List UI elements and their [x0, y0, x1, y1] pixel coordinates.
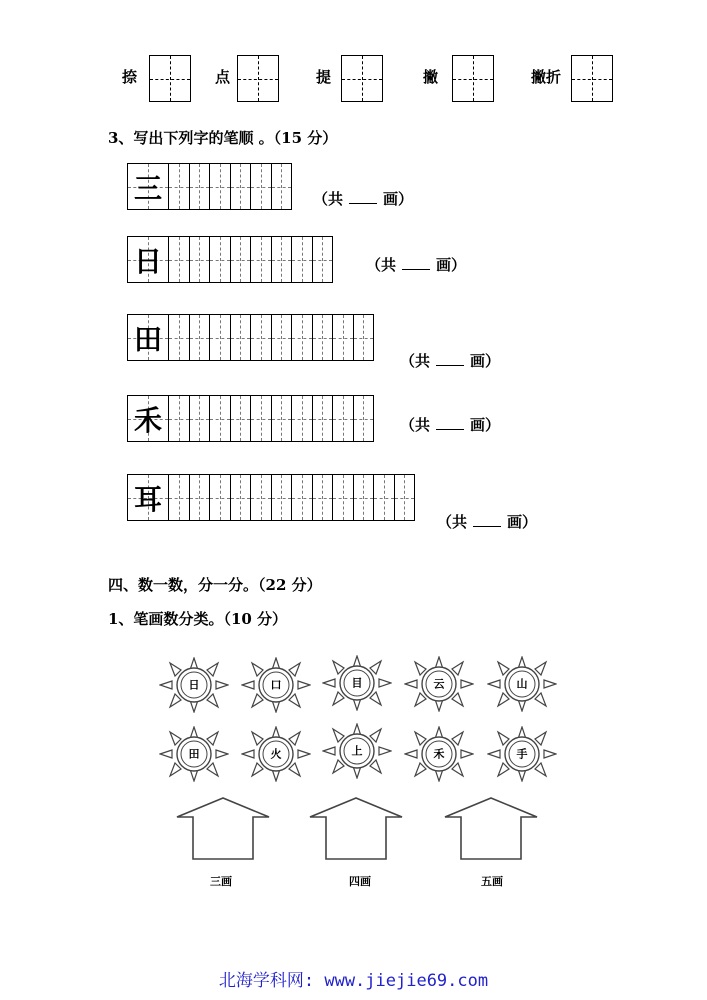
category-label: 三画	[210, 875, 232, 888]
sun-card[interactable]: 目	[322, 655, 392, 711]
stroke-label: 点	[215, 68, 231, 86]
sun-card[interactable]: 田	[159, 726, 229, 782]
arrow-bin-icon[interactable]	[307, 797, 405, 861]
grid-char: 日	[133, 244, 162, 278]
grid-cell[interactable]	[231, 475, 252, 520]
grid-cell[interactable]	[313, 315, 334, 360]
stroke-grid-tian	[127, 314, 374, 361]
grid-cell[interactable]	[251, 315, 272, 360]
grid-cell[interactable]	[169, 396, 190, 441]
grid-cell[interactable]	[251, 396, 272, 441]
footer-link[interactable]: 北海学科网: www.jiejie69.com	[218, 971, 489, 991]
grid-char: 田	[133, 322, 162, 356]
grid-cell[interactable]	[272, 315, 293, 360]
grid-cell[interactable]	[395, 475, 416, 520]
grid-cell[interactable]	[190, 164, 211, 209]
category-label: 四画	[349, 875, 371, 888]
sun-card[interactable]: 云	[404, 656, 474, 712]
sun-card[interactable]: 火	[241, 726, 311, 782]
grid-cell[interactable]	[190, 315, 211, 360]
grid-cell[interactable]	[313, 475, 334, 520]
grid-cell[interactable]	[354, 396, 375, 441]
question-1-title: 1、笔画数分类。（10 分）	[108, 610, 288, 628]
stroke-label: 撇	[423, 68, 439, 86]
writing-box[interactable]	[341, 55, 383, 102]
section-4-title: 四、数一数，分一分。（22 分）	[108, 576, 322, 594]
grid-cell[interactable]	[190, 237, 211, 282]
grid-cell[interactable]	[231, 396, 252, 441]
sun-card[interactable]: 山	[487, 656, 557, 712]
grid-cell[interactable]	[292, 475, 313, 520]
grid-cell[interactable]	[231, 164, 252, 209]
sun-card[interactable]: 禾	[404, 726, 474, 782]
stroke-label: 撇折	[531, 68, 562, 86]
grid-cell[interactable]	[333, 315, 354, 360]
grid-char: 耳	[133, 482, 162, 516]
grid-cell[interactable]	[292, 315, 313, 360]
grid-cell[interactable]	[313, 237, 334, 282]
grid-cell[interactable]	[169, 164, 190, 209]
stroke-count: （共 画）	[400, 416, 501, 434]
grid-cell[interactable]	[272, 475, 293, 520]
grid-cell[interactable]	[231, 315, 252, 360]
grid-cell[interactable]	[190, 396, 211, 441]
stroke-grid-ri	[127, 236, 333, 283]
stroke-grid-er	[127, 474, 415, 521]
stroke-count: （共 画）	[437, 513, 538, 531]
arrow-bin-icon[interactable]	[442, 797, 540, 861]
stroke-count: （共 画）	[366, 256, 467, 274]
grid-cell[interactable]	[292, 237, 313, 282]
grid-cell[interactable]	[169, 475, 190, 520]
sun-card[interactable]: 上	[322, 723, 392, 779]
grid-cell[interactable]	[190, 475, 211, 520]
writing-box[interactable]	[237, 55, 279, 102]
grid-cell[interactable]	[354, 475, 375, 520]
count-blank[interactable]	[402, 257, 430, 270]
count-blank[interactable]	[436, 417, 464, 430]
sun-card[interactable]: 手	[487, 726, 557, 782]
grid-cell[interactable]	[169, 315, 190, 360]
grid-cell[interactable]	[251, 475, 272, 520]
grid-cell[interactable]	[272, 164, 293, 209]
stroke-grid-san	[127, 163, 292, 210]
sun-card[interactable]: 口	[241, 657, 311, 713]
arrow-bin-icon[interactable]	[174, 797, 272, 861]
grid-cell[interactable]	[210, 237, 231, 282]
grid-cell[interactable]	[210, 164, 231, 209]
grid-cell[interactable]	[251, 164, 272, 209]
count-blank[interactable]	[473, 514, 501, 527]
count-blank[interactable]	[436, 353, 464, 366]
section-3-title: 3、写出下列字的笔顺 。（15 分）	[108, 129, 338, 147]
grid-cell[interactable]	[313, 396, 334, 441]
writing-box[interactable]	[452, 55, 494, 102]
stroke-label: 捺	[122, 68, 138, 86]
stroke-label: 提	[316, 68, 332, 86]
grid-cell[interactable]	[292, 396, 313, 441]
stroke-grid-he	[127, 395, 374, 442]
grid-cell[interactable]	[210, 475, 231, 520]
grid-cell[interactable]	[333, 475, 354, 520]
grid-cell[interactable]	[333, 396, 354, 441]
grid-cell[interactable]	[169, 237, 190, 282]
category-label: 五画	[481, 875, 503, 888]
grid-cell[interactable]	[210, 396, 231, 441]
writing-box[interactable]	[149, 55, 191, 102]
grid-cell[interactable]	[354, 315, 375, 360]
stroke-count: （共 画）	[313, 190, 414, 208]
sun-card[interactable]: 日	[159, 657, 229, 713]
grid-char: 禾	[133, 403, 162, 437]
grid-cell[interactable]	[210, 315, 231, 360]
grid-cell[interactable]	[272, 396, 293, 441]
writing-box[interactable]	[571, 55, 613, 102]
grid-cell[interactable]	[231, 237, 252, 282]
grid-cell[interactable]	[374, 475, 395, 520]
count-blank[interactable]	[349, 191, 377, 204]
stroke-count: （共 画）	[400, 352, 501, 370]
grid-cell[interactable]	[272, 237, 293, 282]
grid-cell[interactable]	[251, 237, 272, 282]
grid-char: 三	[133, 171, 162, 205]
